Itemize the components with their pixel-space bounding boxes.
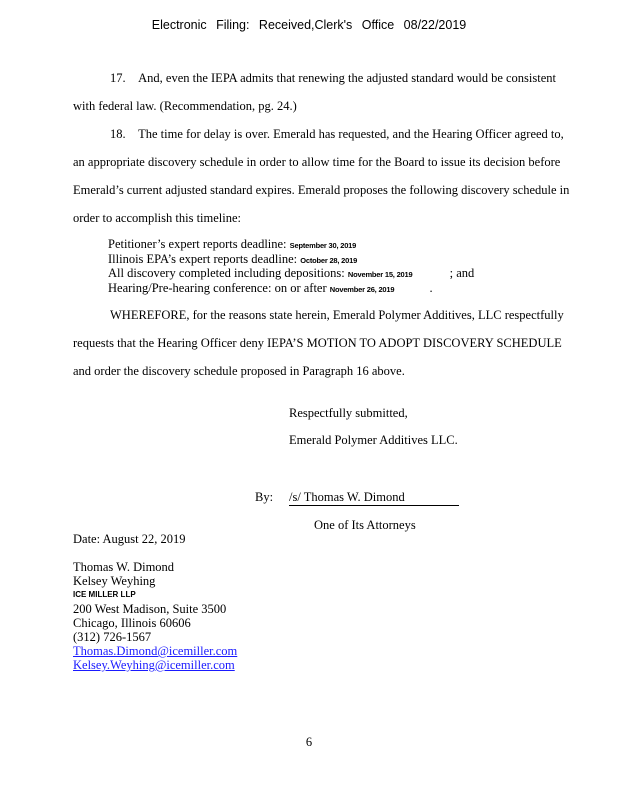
paragraph-17: 17. And, even the IEPA admits that renewing the adjusted standard would be consistent with federal law. (Recommendation, pg. 24.) [73,71,556,113]
attorney-contact-block [73,560,237,672]
paragraph-18: 18. The time for delay is over. Emerald has requested, and the Hearing Officer agreed to, an appropriate discovery schedule in order to allow time for the Board to issue its decision before Emerald’s current adjusted standard expires. Emerald proposes the following discovery schedule in order to accomplish this timeline: [73,127,570,225]
schedule-label: Illinois EPA’s expert reports deadline: [108,251,298,266]
filing-header: Electronic Filing: Received,Clerk's Office 08/22/2019 [151,18,467,32]
email-link[interactable]: Kelsey.Weyhing@icemiller.com [73,658,235,672]
signature-line: /s/ Thomas W. Dimond [289,490,459,506]
attorney-name: Thomas W. Dimond [73,560,175,574]
phone-number: (312) 726-1567 [73,630,152,644]
schedule-label: Petitioner’s expert reports deadline: [108,237,287,251]
schedule-suffix: ; and [449,266,475,280]
page-number: 6 [305,735,313,749]
address-line: 200 West Madison, Suite 3500 [73,602,227,616]
wherefore-paragraph: WHEREFORE, for the reasons state herein, Emerald Polymer Additives, LLC respectfully requests that the Hearing Officer deny IEPA’S MOTION TO ADOPT DISCOVERY SCHEDULE and order the discovery schedule proposed in Paragraph 16 above. [73,308,564,378]
date-line: Date: August 22, 2019 [73,532,186,546]
schedule-label: Hearing/Pre-hearing conference: on or after [108,280,327,295]
signature-by-label: By: [255,490,274,504]
email-link[interactable]: Thomas.Dimond@icemiller.com [73,644,238,658]
signature-role: One of Its Attorneys [314,518,416,532]
signature-company: Emerald Polymer Additives LLC. [289,433,458,447]
schedule-row [108,267,474,282]
attorney-name: Kelsey Weyhing [73,574,156,588]
schedule-date: October 28, 2019 [300,255,358,265]
schedule-date: September 30, 2019 [289,241,357,250]
firm-name: ICE MILLER LLP [73,590,136,599]
signature-closing: Respectfully submitted, [289,406,408,420]
schedule-row [108,253,474,268]
schedule-row [108,282,474,297]
discovery-schedule [108,238,474,296]
schedule-date: November 26, 2019 [329,284,395,294]
schedule-suffix: . [429,280,433,295]
schedule-row [108,238,474,253]
schedule-date: November 15, 2019 [347,270,413,279]
address-line: Chicago, Illinois 60606 [73,616,191,630]
schedule-label: All discovery completed including depositions: [108,266,345,280]
